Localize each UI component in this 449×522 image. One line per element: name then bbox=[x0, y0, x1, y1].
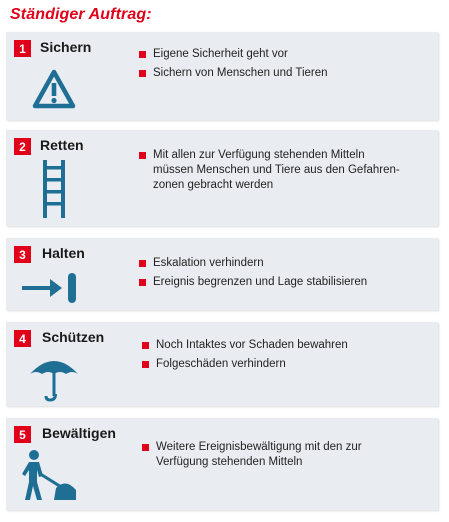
step-heading: Schützen bbox=[42, 329, 105, 345]
step-card-3 bbox=[6, 238, 438, 310]
bullet-list bbox=[142, 440, 362, 474]
step-number-badge: 5 bbox=[14, 426, 31, 443]
bullet-item: Eskalation verhindern bbox=[139, 256, 367, 271]
step-card-4 bbox=[6, 322, 438, 406]
step-card-1 bbox=[6, 32, 438, 120]
step-heading: Sichern bbox=[40, 39, 92, 55]
bullet-item: Weitere Ereignisbewältigung mit den zur Verfügung stehenden Mitteln bbox=[142, 440, 362, 470]
bullet-item: Sichern von Menschen und Tieren bbox=[139, 66, 328, 81]
bullet-item: Noch Intaktes vor Schaden bewahren bbox=[142, 338, 348, 353]
bullet-item: Folgeschäden verhindern bbox=[142, 357, 348, 372]
step-number-badge: 1 bbox=[14, 40, 31, 57]
worker-shovel-icon bbox=[20, 448, 80, 502]
bullet-item: Mit allen zur Verfügung stehenden Mitteln müssen Menschen und Tiere aus den Gefahren- zonen gebracht werden bbox=[139, 148, 400, 193]
bullet-list bbox=[139, 256, 367, 294]
step-number-badge: 3 bbox=[14, 246, 31, 263]
bullet-list bbox=[139, 148, 400, 197]
ladder-icon bbox=[39, 158, 69, 220]
warning-triangle-icon bbox=[31, 68, 77, 110]
bullet-item: Eigene Sicherheit geht vor bbox=[139, 47, 328, 62]
step-number-badge: 2 bbox=[14, 138, 31, 155]
step-heading: Bewältigen bbox=[42, 425, 116, 441]
bullet-list bbox=[142, 338, 348, 376]
page-title: Ständiger Auftrag: bbox=[10, 6, 152, 23]
step-card-2 bbox=[6, 130, 438, 226]
bullet-list bbox=[139, 47, 328, 85]
bullet-item: Ereignis begrenzen und Lage stabilisieren bbox=[139, 275, 367, 290]
step-card-5 bbox=[6, 418, 438, 510]
umbrella-icon bbox=[28, 356, 80, 402]
step-number-badge: 4 bbox=[14, 330, 31, 347]
step-heading: Halten bbox=[42, 245, 85, 261]
arrow-to-barrier-icon bbox=[20, 271, 82, 305]
step-heading: Retten bbox=[40, 137, 84, 153]
